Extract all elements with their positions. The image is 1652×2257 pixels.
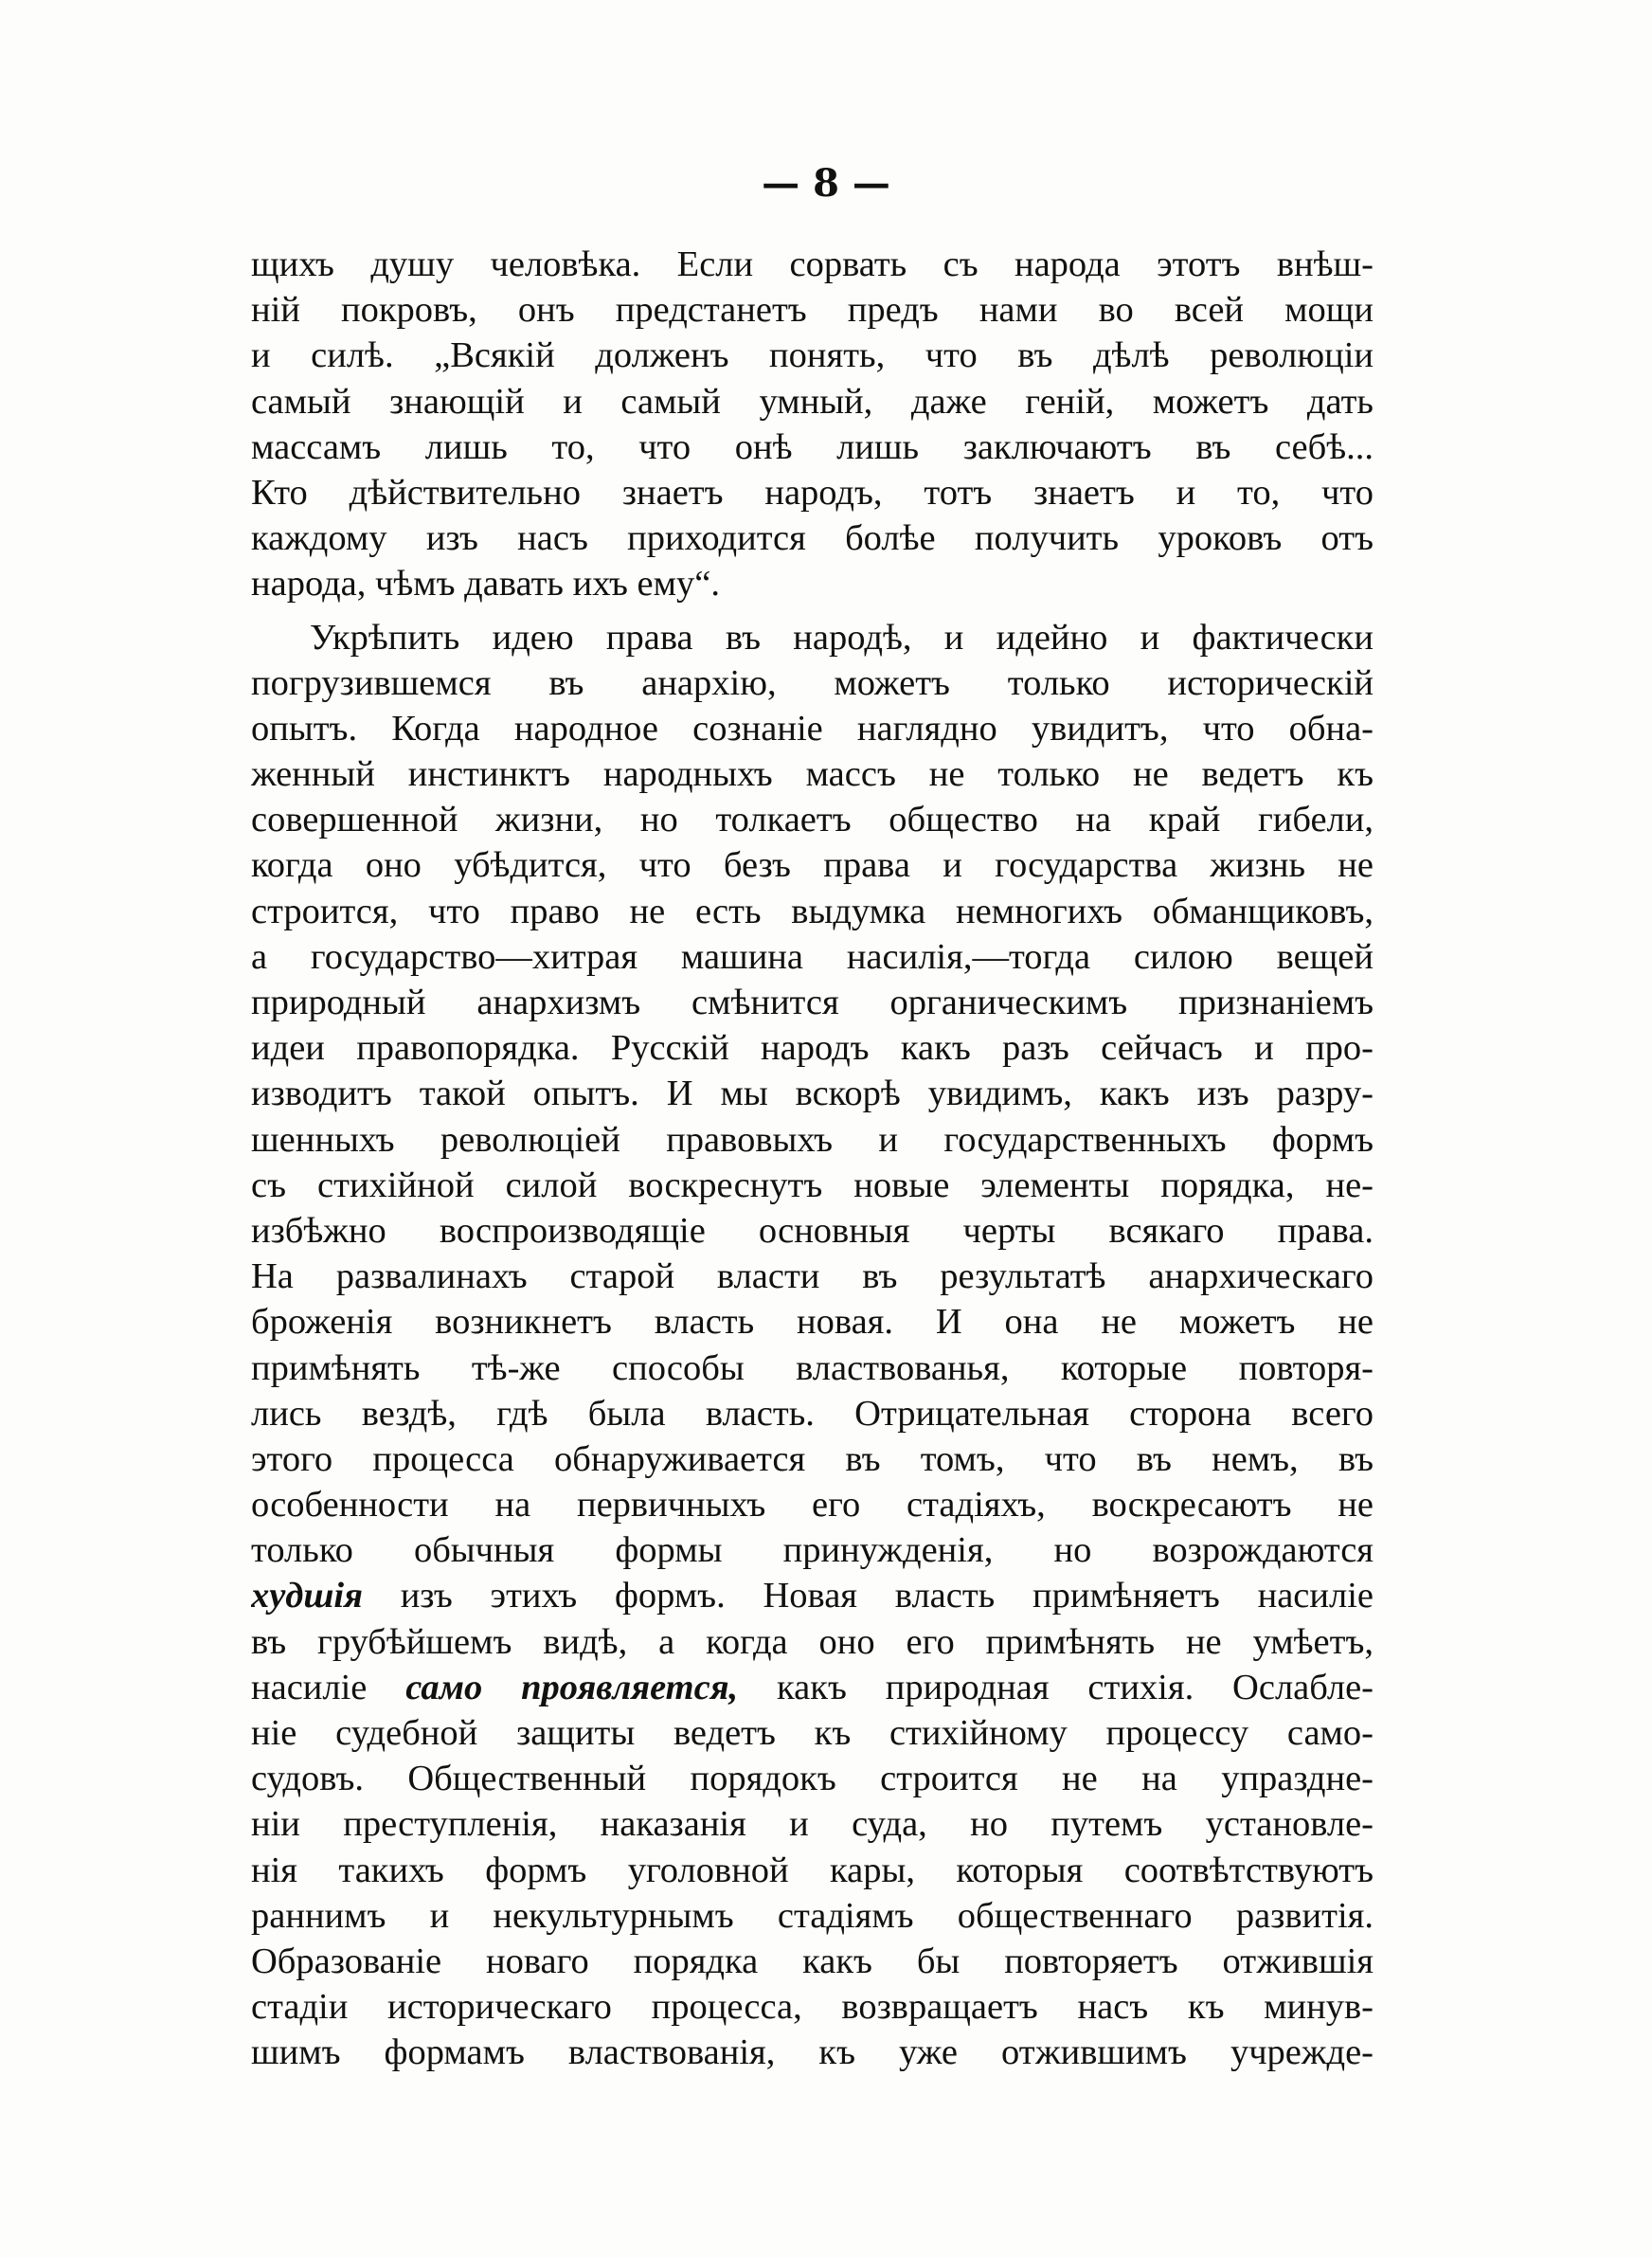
text-line: опытъ. Когда народное сознаніе наглядно увидитъ, что обна-	[251, 708, 1374, 749]
text-line: идеи правопорядка. Русскій народъ какъ разъ сейчасъ и про-	[251, 1028, 1374, 1069]
text-segment: изъ этихъ формъ. Новая власть примѣняетъ насиліе	[362, 1576, 1374, 1616]
text-line: На развалинахъ старой власти въ результатѣ анархическаго	[251, 1256, 1374, 1297]
text-line: примѣнять тѣ-же способы властвованья, которые повторя-	[251, 1347, 1374, 1388]
text-line: броженія возникнетъ власть новая. И она не можетъ не	[251, 1302, 1374, 1343]
text-line: каждому изъ насъ приходится болѣе получить уроковъ отъ	[251, 518, 1374, 559]
text-line: Укрѣпить идею права въ народѣ, и идейно и фактически	[310, 617, 1374, 658]
text-line: когда оно убѣдится, что безъ права и государства жизнь не	[251, 845, 1374, 886]
text-line: ніе судебной защиты ведетъ къ стихійному процессу само-	[251, 1713, 1374, 1753]
paragraph-2	[251, 615, 1374, 2076]
emphasis-text: само проявляется,	[405, 1667, 739, 1707]
text-line: раннимъ и некультурнымъ стадіямъ общественнаго развитія.	[251, 1895, 1374, 1936]
text-line: шимъ формамъ властвованія, къ уже отжившимъ учрежде-	[251, 2032, 1374, 2073]
text-line: только обычныя формы принужденія, но возрождаются	[251, 1530, 1374, 1571]
text-line: массамъ лишь то, что онѣ лишь заключаютъ въ себѣ...	[251, 426, 1374, 467]
text-line: народа, чѣмъ давать ихъ ему“.	[251, 564, 720, 605]
text-line: нія такихъ формъ уголовной кары, которыя соотвѣтствуютъ	[251, 1850, 1374, 1890]
text-line: лись вездѣ, гдѣ была власть. Отрицательная сторона всего	[251, 1393, 1374, 1434]
text-line: въ грубѣйшемъ видѣ, а когда оно его примѣнять не умѣетъ,	[251, 1621, 1374, 1662]
text-line: особенности на первичныхъ его стадіяхъ, воскресаютъ не	[251, 1485, 1374, 1526]
paragraph-1	[251, 242, 1374, 607]
text-line: щихъ душу человѣка. Если сорвать съ народа этотъ внѣш-	[251, 244, 1374, 284]
text-line: и силѣ. „Всякій долженъ понять, что въ дѣлѣ революціи	[251, 335, 1374, 376]
text-line: совершенной жизни, но толкаетъ общество на край гибели,	[251, 800, 1374, 840]
text-segment: насиліе	[251, 1667, 406, 1707]
text-line: Кто дѣйствительно знаетъ народъ, тотъ знаетъ и то, что	[251, 472, 1374, 513]
text-line: стадіи историческаго процесса, возвращаетъ насъ къ минув-	[251, 1987, 1374, 2028]
text-line: женный инстинктъ народныхъ массъ не только не ведетъ къ	[251, 754, 1374, 795]
text-line: съ стихійной силой воскреснутъ новые элементы порядка, не-	[251, 1165, 1374, 1205]
text-line: природный анархизмъ смѣнится органическимъ признаніемъ	[251, 983, 1374, 1022]
emphasis-text: худшія	[251, 1576, 363, 1616]
body-text	[251, 242, 1374, 2076]
text-line: погрузившемся въ анархію, можетъ только историческій	[251, 662, 1374, 703]
text-line: а государство—хитрая машина насилія,—тогда силою вещей	[251, 936, 1374, 977]
text-line: самый знающій и самый умный, даже геній, можетъ дать	[251, 381, 1374, 422]
text-line: судовъ. Общественный порядокъ строится не на упраздне-	[251, 1759, 1374, 1799]
text-line	[251, 1573, 1374, 1618]
text-line: этого процесса обнаруживается въ томъ, что въ немъ, въ	[251, 1438, 1374, 1479]
text-line: ній покровъ, онъ предстанетъ предъ нами во всей мощи	[251, 290, 1374, 331]
text-segment: какъ природная стихія. Ослабле-	[738, 1667, 1374, 1707]
text-line: избѣжно воспроизводящіе основныя черты всякаго права.	[251, 1210, 1374, 1251]
page-number: — 8 —	[762, 161, 890, 206]
text-line	[251, 1665, 1374, 1710]
text-line: изводитъ такой опытъ. И мы вскорѣ увидимъ, какъ изъ разру-	[251, 1074, 1374, 1114]
text-line: Образованіе новаго порядка какъ бы повторяетъ отжившія	[251, 1941, 1374, 1981]
text-line: шенныхъ революціей правовыхъ и государственныхъ формъ	[251, 1119, 1374, 1160]
text-line: строится, что право не есть выдумка немногихъ обманщиковъ,	[251, 891, 1374, 931]
text-line: ніи преступленія, наказанія и суда, но путемъ установле-	[251, 1804, 1374, 1845]
